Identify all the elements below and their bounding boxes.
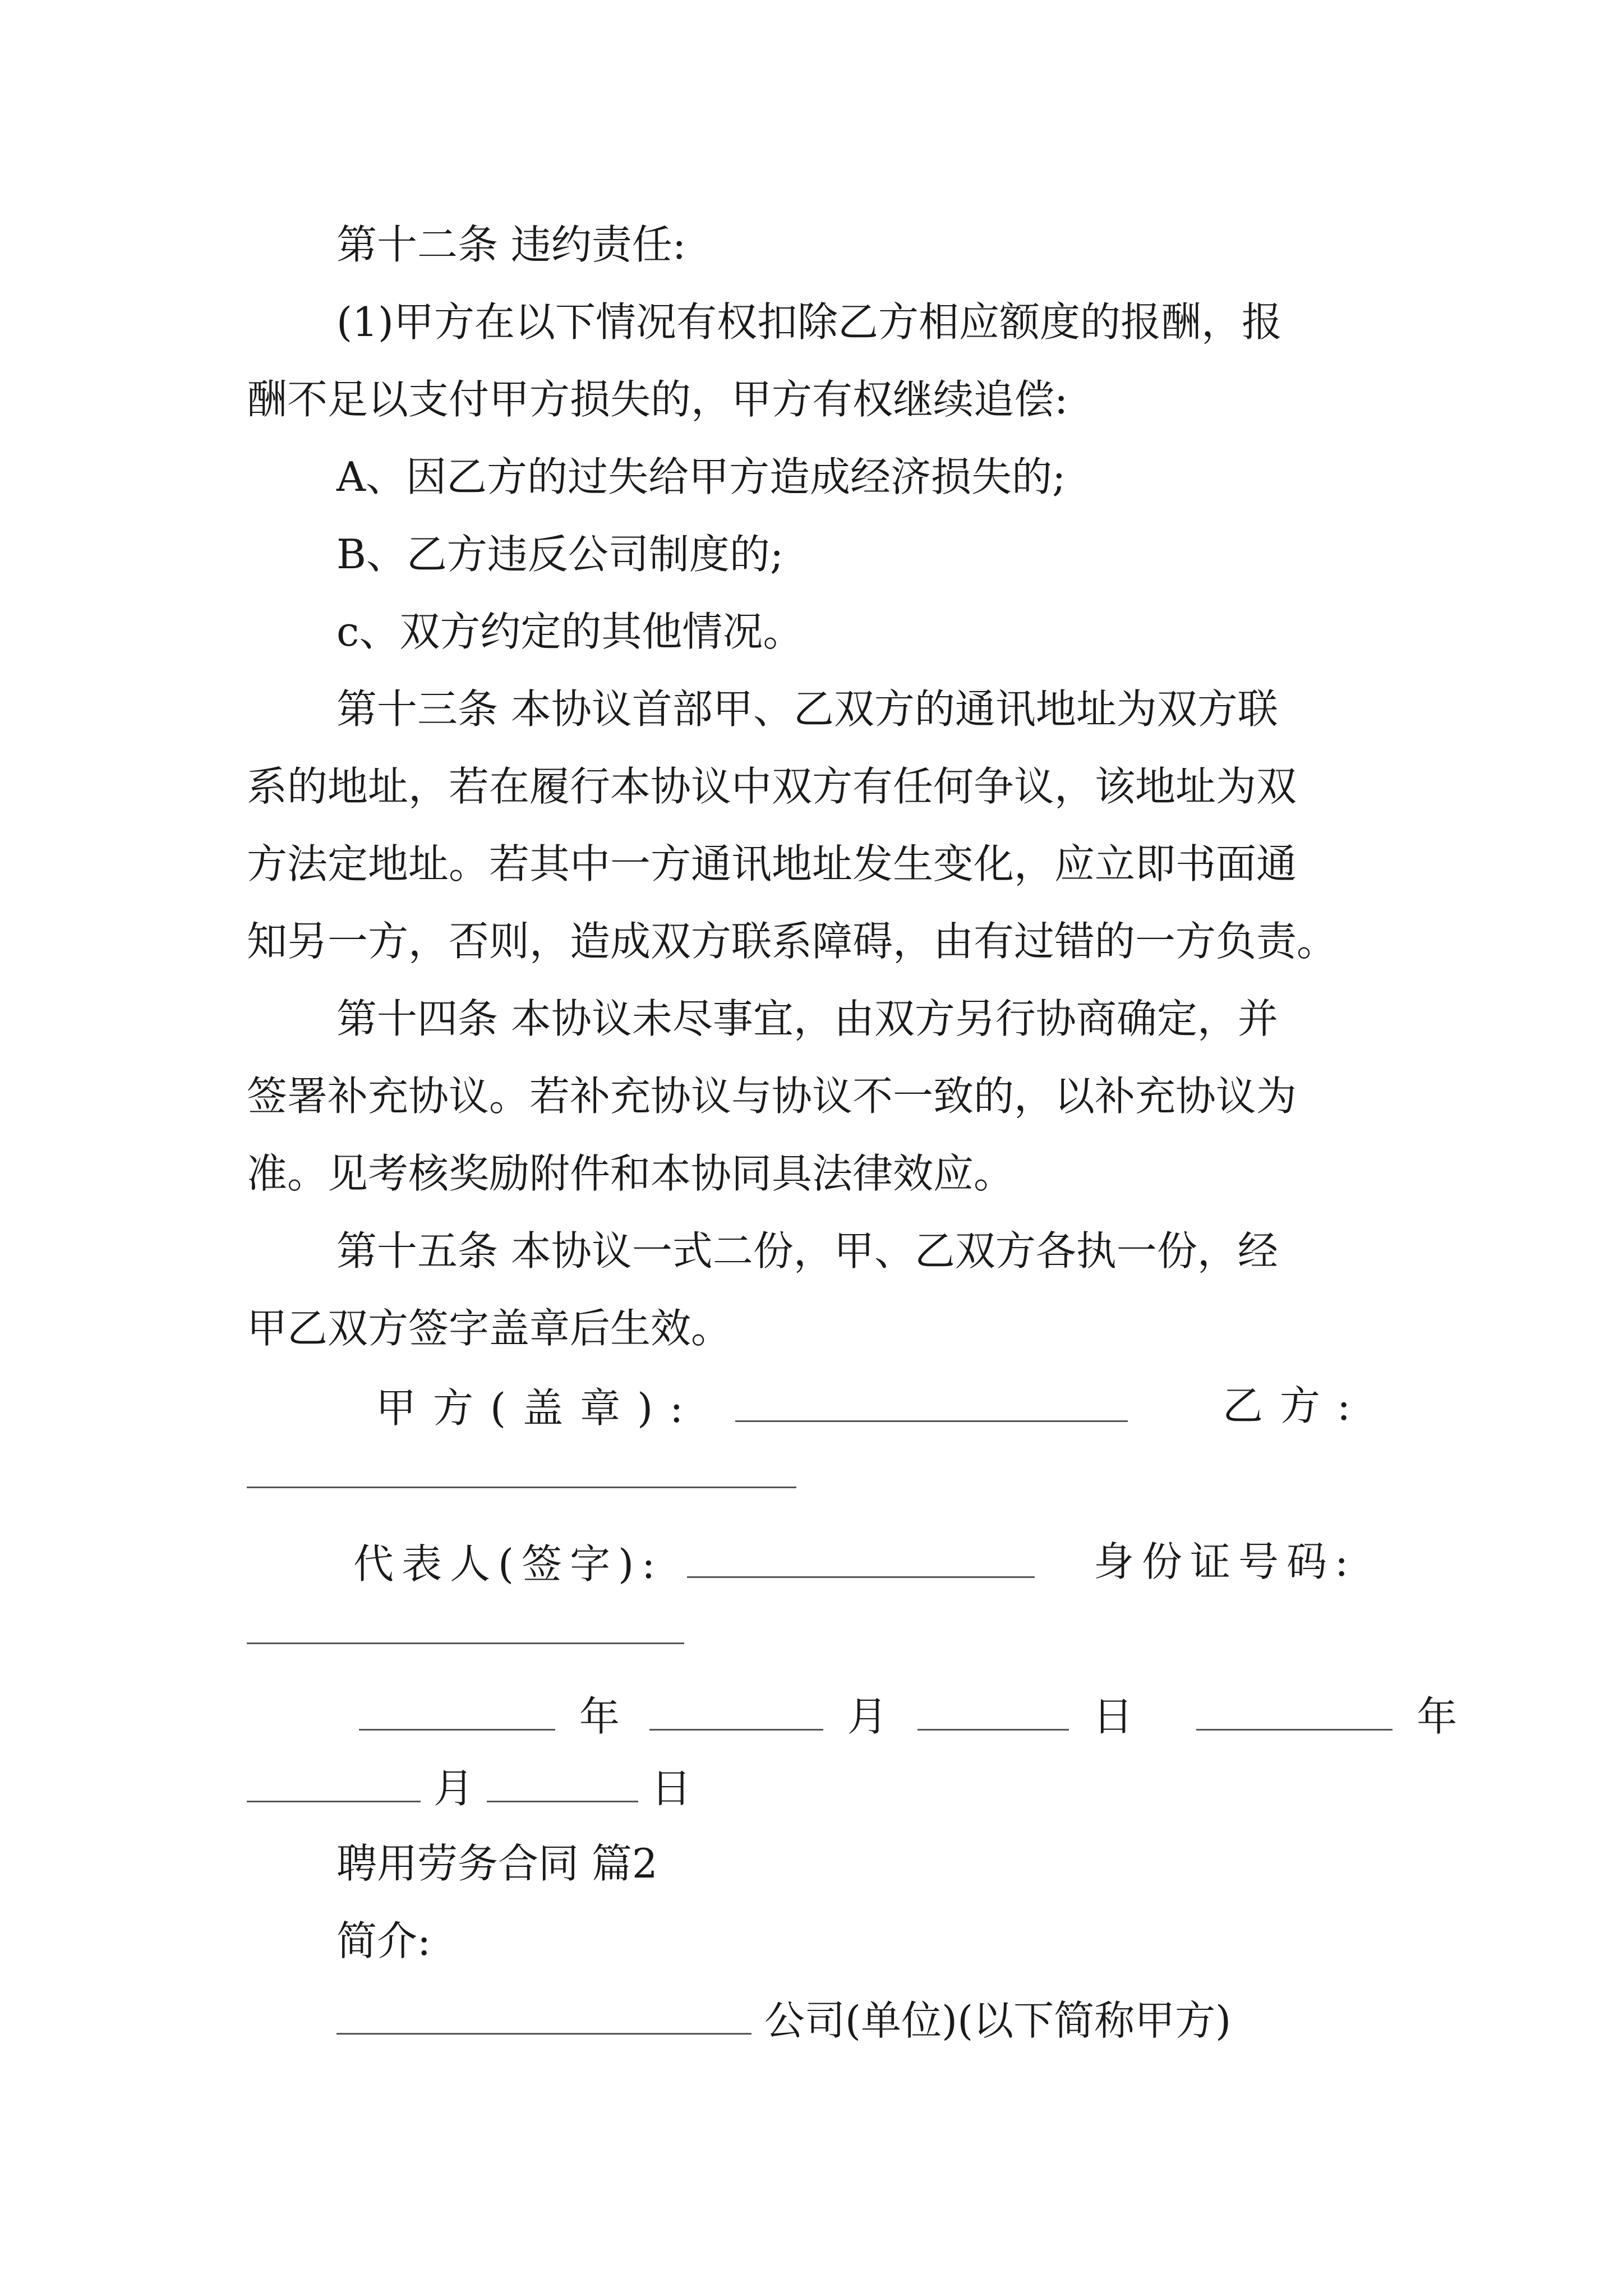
article-13-line1: 第十三条 本协议首部甲、乙双方的通讯地址为双方联 [336, 685, 1278, 733]
date-row-1 [359, 1693, 1458, 1740]
party-b-label-wrap [1223, 1382, 1368, 1429]
article-12-item-c: c、双方约定的其他情况。 [336, 608, 804, 655]
date-row-2 [247, 1765, 691, 1812]
party-a-seal-blank[interactable] [735, 1386, 1128, 1422]
article-15-line2: 甲乙双方签字盖章后生效。 [247, 1305, 732, 1352]
month-label: 月 [847, 1693, 888, 1740]
party-a-month-blank[interactable] [649, 1694, 823, 1731]
intro-heading: 简介: [336, 1917, 431, 1964]
representative-signature-blank[interactable] [687, 1542, 1035, 1578]
month-label: 月 [433, 1765, 474, 1812]
party-a-year-blank[interactable] [359, 1694, 555, 1731]
representative-row [353, 1540, 1035, 1588]
company-name-blank[interactable] [336, 1998, 751, 2035]
year-label: 年 [579, 1693, 620, 1740]
id-number-blank[interactable] [247, 1642, 684, 1644]
article-13-line4: 知另一方，否则，造成双方联系障碍，由有过错的一方负责。 [247, 918, 1338, 965]
article-12-item-a: A、因乙方的过失给甲方造成经济损失的; [336, 453, 1066, 500]
company-line-text: 公司(单位)(以下简称甲方) [764, 1997, 1232, 2044]
article-12-title: 第十二条 违约责任: [336, 221, 686, 268]
company-line [336, 1997, 1232, 2044]
day-label: 日 [1092, 1693, 1133, 1740]
party-b-label: 乙方: [1223, 1382, 1368, 1429]
party-a-label: 甲方(盖章): [376, 1384, 700, 1432]
party-b-day-blank[interactable] [487, 1766, 638, 1802]
id-number-label: 身份证号码: [1094, 1538, 1357, 1585]
day-label: 日 [651, 1765, 691, 1812]
representative-label: 代表人(签字): [353, 1540, 663, 1588]
id-number-wrap [1094, 1538, 1357, 1585]
article-14-line1: 第十四条 本协议未尽事宜，由双方另行协商确定，并 [336, 995, 1278, 1042]
party-b-signature-blank[interactable] [247, 1487, 796, 1488]
party-a-signature-row [376, 1384, 1128, 1432]
article-12-item-b: B、乙方违反公司制度的; [336, 531, 784, 578]
year-label: 年 [1417, 1693, 1458, 1740]
article-13-line3: 方法定地址。若其中一方通讯地址发生变化，应立即书面通 [247, 840, 1297, 887]
party-a-day-blank[interactable] [917, 1694, 1069, 1731]
party-b-month-blank[interactable] [247, 1766, 421, 1802]
article-14-line3: 准。见考核奖励附件和本协同具法律效应。 [247, 1150, 1015, 1197]
part-2-title: 聘用劳务合同 篇2 [336, 1840, 658, 1887]
article-14-line2: 签署补充协议。若补充协议与协议不一致的，以补充协议为 [247, 1073, 1297, 1120]
article-13-line2: 系的地址，若在履行本协议中双方有任何争议，该地址为双 [247, 763, 1297, 810]
party-b-year-blank[interactable] [1196, 1694, 1393, 1731]
article-12-para1-line1: (1)甲方在以下情况有权扣除乙方相应额度的报酬，报 [336, 298, 1282, 346]
article-15-line1: 第十五条 本协议一式二份，甲、乙双方各执一份，经 [336, 1227, 1278, 1274]
article-12-para1-line2: 酬不足以支付甲方损失的，甲方有权继续追偿: [247, 376, 1068, 423]
